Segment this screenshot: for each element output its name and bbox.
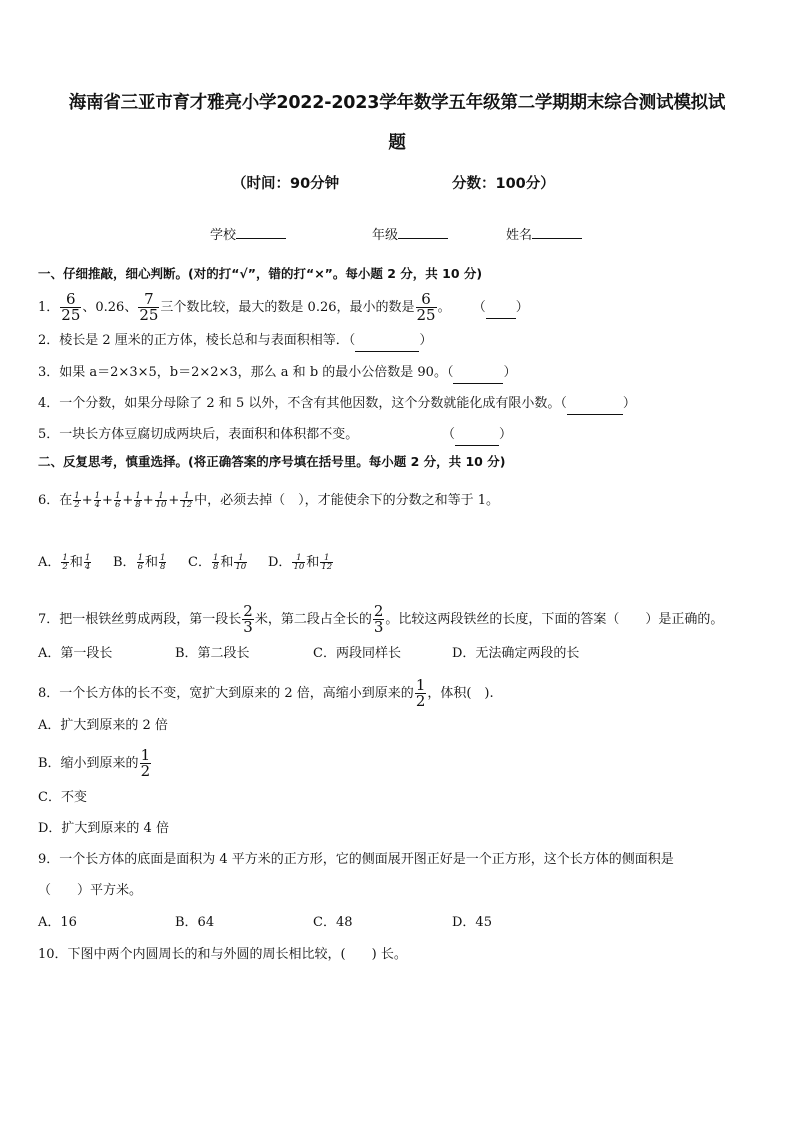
q7-pre: 7．把一根铁丝剪成两段，第一段长 [38,612,242,627]
q1-number: 1． [38,300,60,315]
plus-sign: + [102,493,113,508]
q6-pre: 6．在 [38,493,73,508]
q6-fraction-5: $\frac{1}{10}$ [155,490,167,510]
q7-post: 。比较这两段铁丝的长度，下面的答案（ ）是正确的。 [385,612,724,627]
q6-option-fraction: $\frac{1}{10}$ [293,552,305,572]
q8-option-b-fraction: $\frac{1}{2}$ [140,746,151,780]
q6-option-fraction: $\frac{1}{10}$ [235,552,247,572]
question-10: 10．下图中两个内圆周长的和与外圆的周长相比较，( ) 长。 [38,947,407,962]
exam-title-line1: 海南省三亚市育才雅亮小学2022-2023学年数学五年级第二学期期末综合测试模拟试 [68,93,726,113]
q2-text: 2．棱长是 2 厘米的正方体，棱长总和与表面积相等．（ [38,333,356,348]
question-6 [38,491,499,511]
q6-option-fraction: $\frac{1}{12}$ [321,552,333,572]
q6-option-fraction: $\frac{1}{6}$ [137,552,143,572]
question-9-line2: （ ）平方米。 [38,883,143,898]
q7-option-b[interactable]: B．第二段长 [175,646,250,661]
q7-fraction-2: $\frac{2}{3}$ [373,602,384,636]
name-field [506,224,582,243]
q9-option-a[interactable]: A．16 [38,915,77,930]
q6-post: 中，必须去掉（ ），才能使余下的分数之和等于 1。 [194,493,500,508]
q7-fraction-1: $\frac{2}{3}$ [243,602,253,636]
name-label: 姓名 [506,228,533,243]
q6-fraction-2: $\frac{1}{4}$ [94,490,101,510]
q6-fraction-4: $\frac{1}{8}$ [135,490,141,510]
q6-fraction-1: $\frac{1}{2}$ [74,490,80,510]
section-1-heading: 一、仔细推敲，细心判断。(对的打“√”，错的打“×”。每小题 2 分，共 10 分) [38,266,483,281]
q8-pre: 8．一个长方体的长不变，宽扩大到原来的 2 倍，高缩小到原来的 [38,686,414,701]
q6-option-c[interactable]: C． $\frac{1}{8}$ 和 $\frac{1}{10}$ [188,552,247,572]
q1-fraction-2: $\frac{7}{25}$ [139,290,159,324]
school-field [210,224,286,243]
q7-option-d[interactable]: D．无法确定两段的长 [452,646,580,661]
question-7 [38,604,723,635]
plus-sign: + [81,493,93,508]
grade-blank[interactable] [398,226,448,239]
q8-option-c[interactable]: C．不变 [38,790,87,805]
q8-post: ，体积( ). [427,686,494,701]
q1-answer-blank[interactable]: （ ） [473,300,529,315]
q1-fraction-1: $\frac{6}{25}$ [61,290,81,324]
q7-option-a[interactable]: A．第一段长 [38,646,113,661]
time-limit: （时间：90分钟 [232,176,340,192]
q1-fraction-3: $\frac{6}{25}$ [416,290,436,324]
q8-option-a[interactable]: A．扩大到原来的 2 倍 [38,718,168,733]
q6-option-fraction: $\frac{1}{4}$ [84,552,91,572]
total-score: 分数：100分） [452,176,555,192]
question-3: 3．如果 a＝2×3×5，b＝2×2×3，那么 a 和 b 的最小公倍数是 90。（ ） [38,363,516,384]
q6-fraction-3: $\frac{1}{6}$ [114,490,121,510]
question-8 [38,678,494,709]
plus-sign: + [122,493,134,508]
q6-option-b[interactable]: B． $\frac{1}{6}$ 和 $\frac{1}{8}$ [113,552,166,572]
grade-field [372,224,448,243]
question-1: 1． $\frac{6}{25}$ 、0.26、 $\frac{7}{25}$ 三个数比较，最大的数是 0.26，最小的数是 $\frac{6}{25}$ 。 （ ） [38,290,529,324]
q2-answer-blank[interactable] [355,331,419,352]
q9-option-d[interactable]: D．45 [452,915,492,930]
q8-option-d[interactable]: D．扩大到原来的 4 倍 [38,821,169,836]
question-4: 4．一个分数，如果分母除了 2 和 5 以外，不含有其他因数，这个分数就能化成有限小数。（ ） [38,394,636,415]
q6-option-d[interactable]: D． $\frac{1}{10}$ 和 $\frac{1}{12}$ [268,552,333,572]
question-5 [38,425,513,445]
q8-option-b[interactable]: B．缩小到原来的 $\frac{1}{2}$ [38,746,151,780]
q6-option-a[interactable]: A． $\frac{1}{2}$ 和 $\frac{1}{4}$ [38,552,91,572]
section-2-heading: 二、反复思考，慎重选择。(将正确答案的序号填在括号里。每小题 2 分，共 10 分) [38,454,506,469]
school-blank[interactable] [236,226,286,239]
q8-fraction: $\frac{1}{2}$ [415,676,426,710]
q6-fraction-6: $\frac{1}{12}$ [181,490,193,510]
q1-text: 三个数比较，最大的数是 0.26，最小的数是 [160,300,415,315]
plus-sign: + [142,493,154,508]
question-9-line1: 9．一个长方体的底面是面积为 4 平方米的正方形，它的侧面展开图正好是一个正方形，这个长方体的侧面积是 [38,852,674,867]
question-2: 2．棱长是 2 厘米的正方体，棱长总和与表面积相等．（ ） [38,331,432,352]
q6-option-fraction: $\frac{1}{8}$ [212,552,219,572]
exam-title-line2: 题 [388,133,406,153]
plus-sign: + [168,493,180,508]
q4-answer-blank[interactable] [567,394,623,415]
q7-option-c[interactable]: C．两段同样长 [313,646,401,661]
q5-text: 5．一块长方体豆腐切成两块后，表面积和体积都不变。 [38,427,359,442]
q3-text: 3．如果 a＝2×3×5，b＝2×2×3，那么 a 和 b 的最小公倍数是 90。（ [38,365,454,380]
grade-label: 年级 [372,228,399,243]
q6-option-fraction: $\frac{1}{8}$ [160,552,166,572]
q3-answer-blank[interactable] [453,363,503,384]
q7-mid: 米，第二段占全长的 [254,612,372,627]
q1-sep: 、0.26、 [82,300,138,315]
q6-option-fraction: $\frac{1}{2}$ [62,552,68,572]
q9-option-c[interactable]: C．48 [313,915,353,930]
q5-answer-blank[interactable]: （ ） [442,425,512,446]
q4-text: 4．一个分数，如果分母除了 2 和 5 以外，不含有其他因数，这个分数就能化成有限小数。（ [38,396,567,411]
school-label: 学校 [210,228,237,243]
q9-option-b[interactable]: B．64 [175,915,215,930]
q6-fraction-sum [72,490,194,510]
name-blank[interactable] [532,226,582,239]
